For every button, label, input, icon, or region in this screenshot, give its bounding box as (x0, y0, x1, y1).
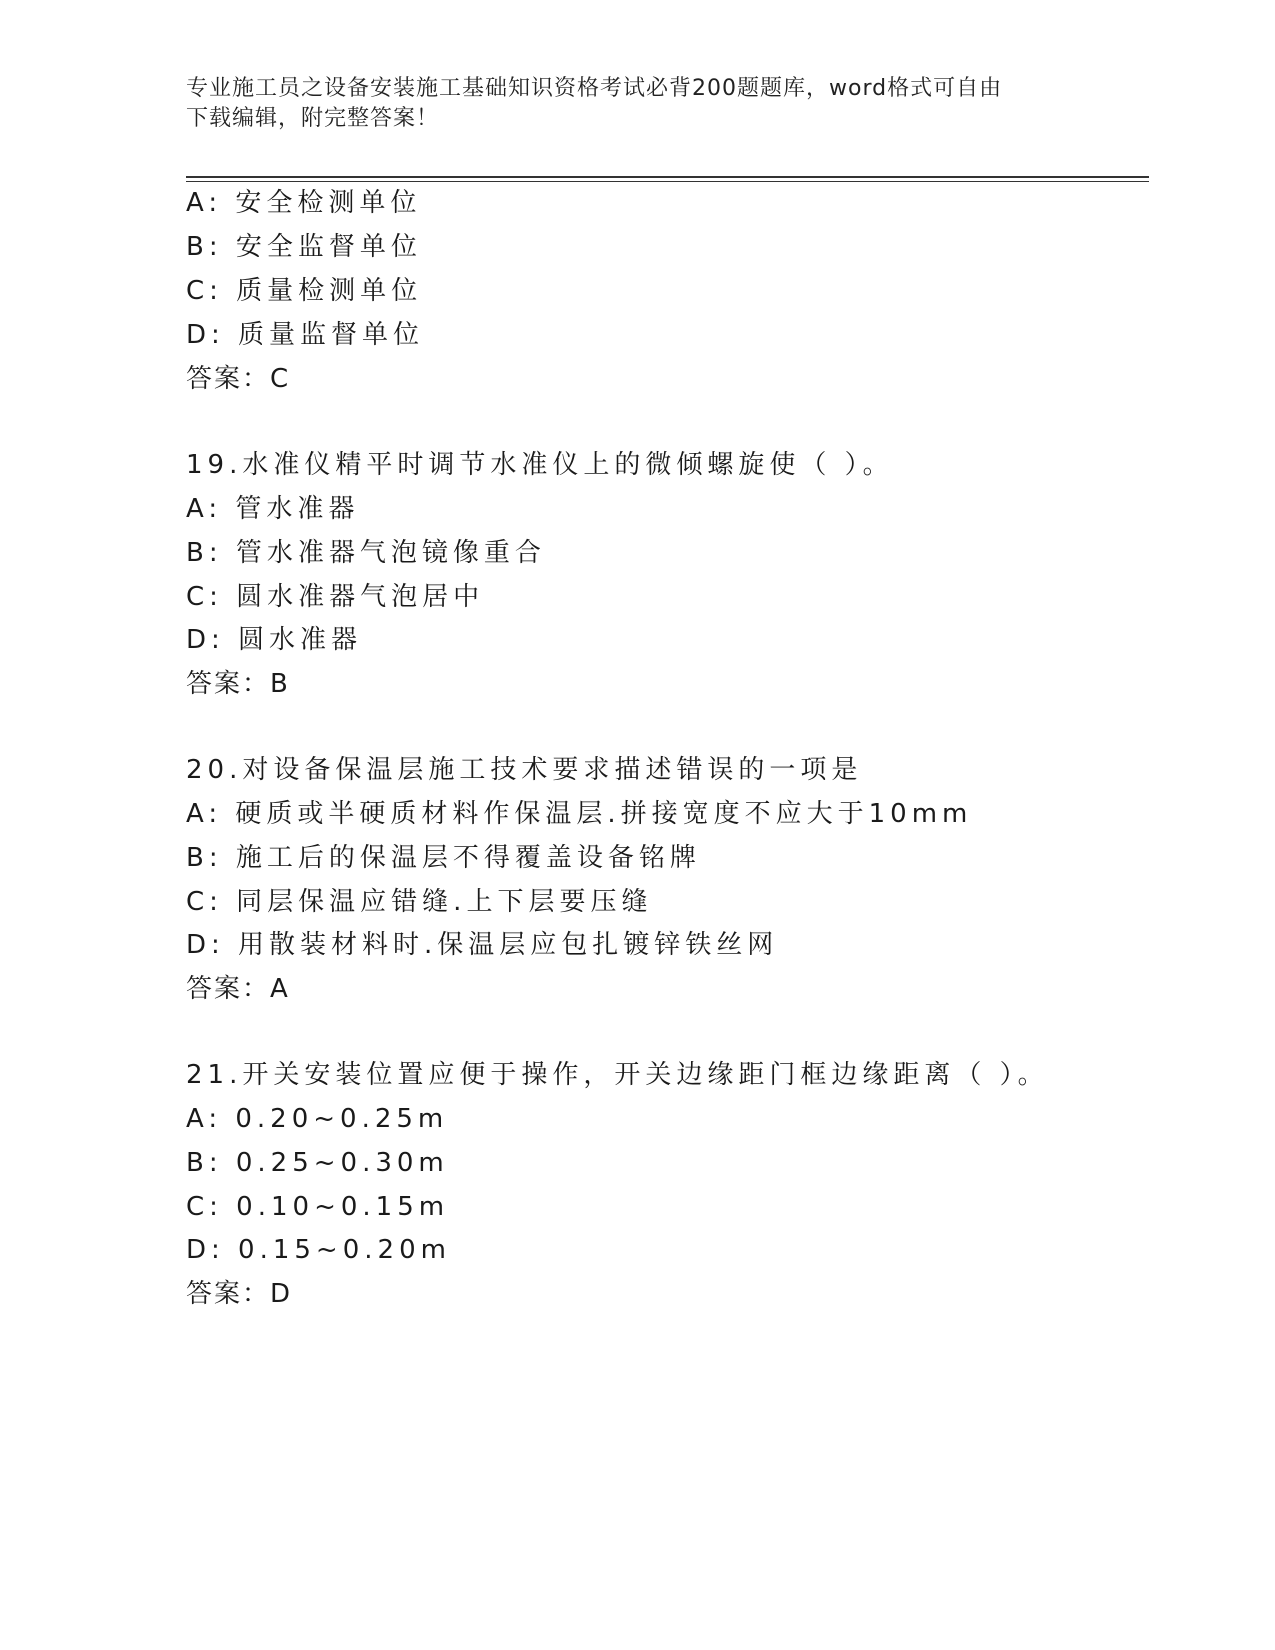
header-title-line-1: 专业施工员之设备安装施工基础知识资格考试必背200题题库，word格式可自由 (186, 76, 1003, 101)
header-title-line-2: 下载编辑，附完整答案！ (186, 106, 440, 131)
q18-option-c: C: 质量检测单位 (186, 276, 423, 306)
q20-question: 20.对设备保温层施工技术要求描述错误的一项是 (186, 755, 863, 785)
document-header (186, 74, 1066, 134)
q20-option-d: D: 用散装材料时.保温层应包扎镀锌铁丝网 (186, 930, 779, 960)
q20-option-b: B: 施工后的保温层不得覆盖设备铭牌 (186, 843, 701, 873)
q20-answer: 答案：A (186, 974, 290, 1004)
q20-option-a: A: 硬质或半硬质材料作保温层.拼接宽度不应大于10mm (186, 799, 973, 829)
q19-option-b: B: 管水准器气泡镜像重合 (186, 538, 546, 568)
header-divider-thick (186, 176, 1149, 178)
q19-question: 19.水准仪精平时调节水准仪上的微倾螺旋使（ ）。 (186, 450, 894, 480)
q18-option-b: B: 安全监督单位 (186, 232, 422, 262)
q21-question: 21.开关安装位置应便于操作，开关边缘距门框边缘距离（ ）。 (186, 1060, 1049, 1090)
q19-option-a: A: 管水准器 (186, 494, 360, 524)
q18-option-d: D: 质量监督单位 (186, 320, 425, 350)
q21-option-c: C: 0.10~0.15m (186, 1192, 450, 1222)
q19-answer: 答案：B (186, 669, 290, 699)
q19-option-c: C: 圆水准器气泡居中 (186, 582, 485, 612)
q21-option-a: A: 0.20~0.25m (186, 1104, 449, 1134)
q21-option-b: B: 0.25~0.30m (186, 1148, 449, 1178)
q21-answer: 答案：D (186, 1279, 293, 1309)
q20-option-c: C: 同层保温应错缝.上下层要压缝 (186, 887, 653, 917)
q18-answer: 答案：C (186, 364, 291, 394)
q19-option-d: D: 圆水准器 (186, 625, 363, 655)
q18-option-a: A: 安全检测单位 (186, 188, 422, 218)
header-divider-thin (186, 181, 1149, 182)
q21-option-d: D: 0.15~0.20m (186, 1235, 451, 1265)
